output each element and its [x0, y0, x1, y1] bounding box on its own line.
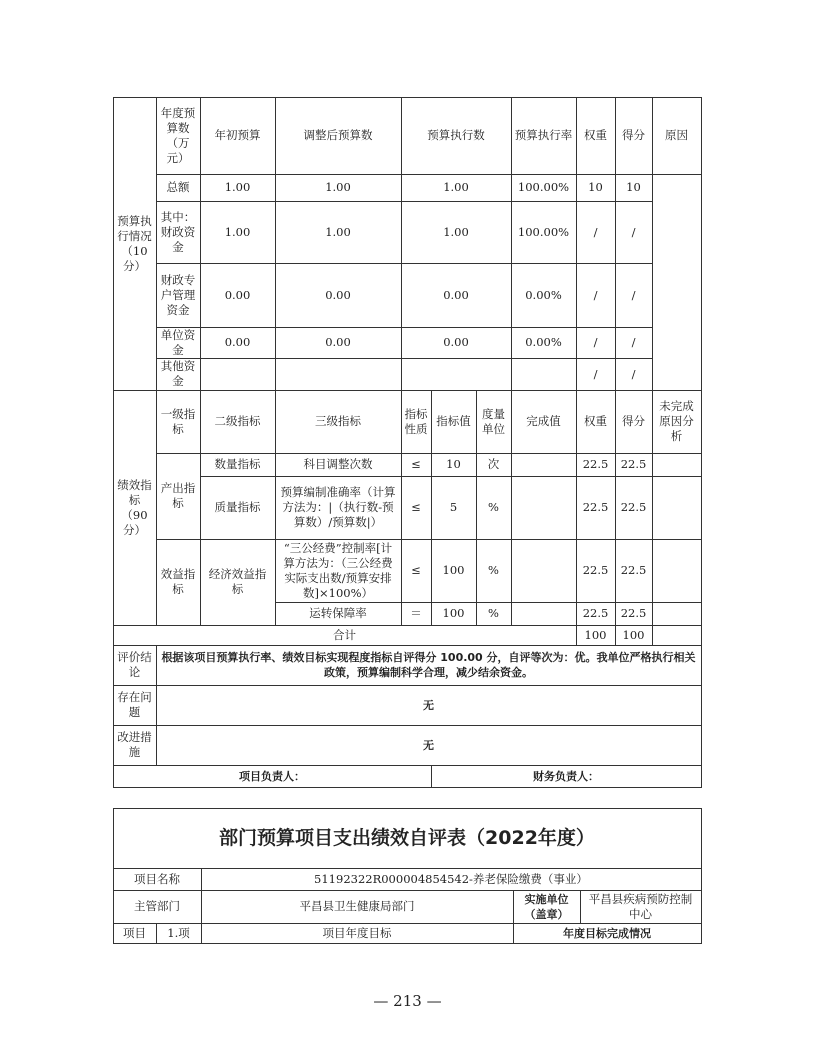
perf-level3: 预算编制准确率（计算方法为：|（执行数-预算数）/预算数|）: [275, 476, 402, 540]
budget-header: 得分: [615, 97, 653, 175]
budget-header: 预算执行率: [511, 97, 577, 175]
form-title: 部门预算项目支出绩效自评表（2022年度）: [113, 808, 702, 869]
finance-lead-label: 财务负责人：: [431, 765, 702, 788]
perf-weight: 22.5: [576, 602, 616, 626]
budget-row-label: 其中：财政资金: [156, 201, 201, 264]
item-label: 项目: [113, 923, 157, 944]
perf-weight: 22.5: [576, 476, 616, 540]
budget-score: /: [615, 358, 653, 391]
perf-reason: [652, 453, 702, 477]
perf-level2: 经济效益指标: [200, 539, 276, 626]
goal-label: 项目年度目标: [201, 923, 514, 944]
perf-nature: ≤: [401, 539, 432, 603]
perf-done: [511, 476, 577, 540]
conclusion-text: 根据该项目预算执行率、绩效目标实现程度指标自评得分 100.00 分，自评等次为：优。我单位严格执行相关政策，预算编制科学合理，减少结余资金。: [156, 645, 702, 686]
budget-weight: /: [576, 358, 616, 391]
perf-unit: 次: [476, 453, 512, 477]
completion-label: 年度目标完成情况: [513, 923, 702, 944]
improve-text: 无: [156, 725, 702, 766]
budget-weight: /: [576, 201, 616, 264]
budget-initial: 0.00: [200, 263, 276, 328]
perf-value: 100: [431, 602, 477, 626]
perf-nature: ≤: [401, 476, 432, 540]
budget-rate: 100.00%: [511, 174, 577, 202]
perf-header: 三级指标: [275, 390, 402, 454]
total-weight: 100: [576, 625, 616, 646]
perf-header: 指标性质: [401, 390, 432, 454]
budget-executed: 0.00: [401, 327, 512, 359]
dept: 平昌县卫生健康局部门: [201, 890, 514, 924]
perf-level2: 数量指标: [200, 453, 276, 477]
perf-weight: 22.5: [576, 453, 616, 477]
perf-value: 100: [431, 539, 477, 603]
item-no: 1.项: [156, 923, 202, 944]
perf-section-label: 绩效指标（90分）: [113, 390, 157, 626]
project-name-label: 项目名称: [113, 868, 202, 891]
budget-weight: /: [576, 327, 616, 359]
budget-weight: /: [576, 263, 616, 328]
budget-row-label: 单位资金: [156, 327, 201, 359]
budget-header: 原因: [652, 97, 702, 175]
budget-weight: 10: [576, 174, 616, 202]
dept-label: 主管部门: [113, 890, 202, 924]
budget-adjusted: 0.00: [275, 327, 402, 359]
perf-reason: [652, 602, 702, 626]
perf-done: [511, 539, 577, 603]
project-lead-label: 项目负责人：: [113, 765, 432, 788]
budget-adjusted: 1.00: [275, 201, 402, 264]
budget-initial: [200, 358, 276, 391]
budget-row-label: 财政专户管理资金: [156, 263, 201, 328]
perf-score: 22.5: [615, 453, 653, 477]
perf-weight: 22.5: [576, 539, 616, 603]
perf-unit: %: [476, 602, 512, 626]
budget-rate: 0.00%: [511, 263, 577, 328]
impl-label: 实施单位（盖章）: [513, 890, 581, 924]
budget-executed: 1.00: [401, 201, 512, 264]
perf-score: 22.5: [615, 539, 653, 603]
perf-done: [511, 453, 577, 477]
perf-level3: 科目调整次数: [275, 453, 402, 477]
total-blank: [652, 625, 702, 646]
issues-label: 存在问题: [113, 685, 157, 726]
budget-rate: 0.00%: [511, 327, 577, 359]
perf-unit: %: [476, 539, 512, 603]
budget-score: 10: [615, 174, 653, 202]
perf-nature: ＝: [401, 602, 432, 626]
budget-reason-cell: [652, 174, 702, 391]
budget-row-label: 其他资金: [156, 358, 201, 391]
budget-header: 预算执行数: [401, 97, 512, 175]
perf-value: 5: [431, 476, 477, 540]
perf-header: 度量单位: [476, 390, 512, 454]
budget-initial: 1.00: [200, 201, 276, 264]
budget-executed: 1.00: [401, 174, 512, 202]
budget-score: /: [615, 201, 653, 264]
budget-header: 年初预算: [200, 97, 276, 175]
perf-reason: [652, 539, 702, 603]
budget-score: /: [615, 327, 653, 359]
perf-level3: “三公经费”控制率[计算方法为：（三公经费实际支出数/预算安排数]×100%）: [275, 539, 402, 603]
budget-header: 权重: [576, 97, 616, 175]
impl: 平昌县疾病预防控制中心: [580, 890, 702, 924]
budget-adjusted: 1.00: [275, 174, 402, 202]
total-label: 合计: [113, 625, 577, 646]
perf-reason: [652, 476, 702, 540]
issues-text: 无: [156, 685, 702, 726]
budget-rate: 100.00%: [511, 201, 577, 264]
budget-header: 年度预算数（万元）: [156, 97, 201, 175]
conclusion-label: 评价结论: [113, 645, 157, 686]
perf-header: 指标值: [431, 390, 477, 454]
page-number: — 213 —: [373, 992, 442, 1010]
budget-header: 调整后预算数: [275, 97, 402, 175]
perf-score: 22.5: [615, 602, 653, 626]
budget-initial: 0.00: [200, 327, 276, 359]
budget-executed: 0.00: [401, 263, 512, 328]
budget-rate: [511, 358, 577, 391]
perf-header: 未完成原因分析: [652, 390, 702, 454]
perf-value: 10: [431, 453, 477, 477]
perf-level2: 质量指标: [200, 476, 276, 540]
perf-header: 权重: [576, 390, 616, 454]
project-name: 51192322R000004854542-养老保险缴费（事业）: [201, 868, 702, 891]
perf-header: 完成值: [511, 390, 577, 454]
perf-score: 22.5: [615, 476, 653, 540]
total-score: 100: [615, 625, 653, 646]
perf-nature: ≤: [401, 453, 432, 477]
budget-adjusted: 0.00: [275, 263, 402, 328]
perf-header: 一级指标: [156, 390, 201, 454]
budget-executed: [401, 358, 512, 391]
budget-initial: 1.00: [200, 174, 276, 202]
budget-adjusted: [275, 358, 402, 391]
perf-level1: 效益指标: [156, 539, 201, 626]
perf-unit: %: [476, 476, 512, 540]
budget-section-label: 预算执行情况（10分）: [113, 97, 157, 391]
perf-header: 二级指标: [200, 390, 276, 454]
perf-done: [511, 602, 577, 626]
budget-score: /: [615, 263, 653, 328]
perf-level3: 运转保障率: [275, 602, 402, 626]
improve-label: 改进措施: [113, 725, 157, 766]
budget-row-label: 总额: [156, 174, 201, 202]
perf-level1: 产出指标: [156, 453, 201, 540]
perf-header: 得分: [615, 390, 653, 454]
